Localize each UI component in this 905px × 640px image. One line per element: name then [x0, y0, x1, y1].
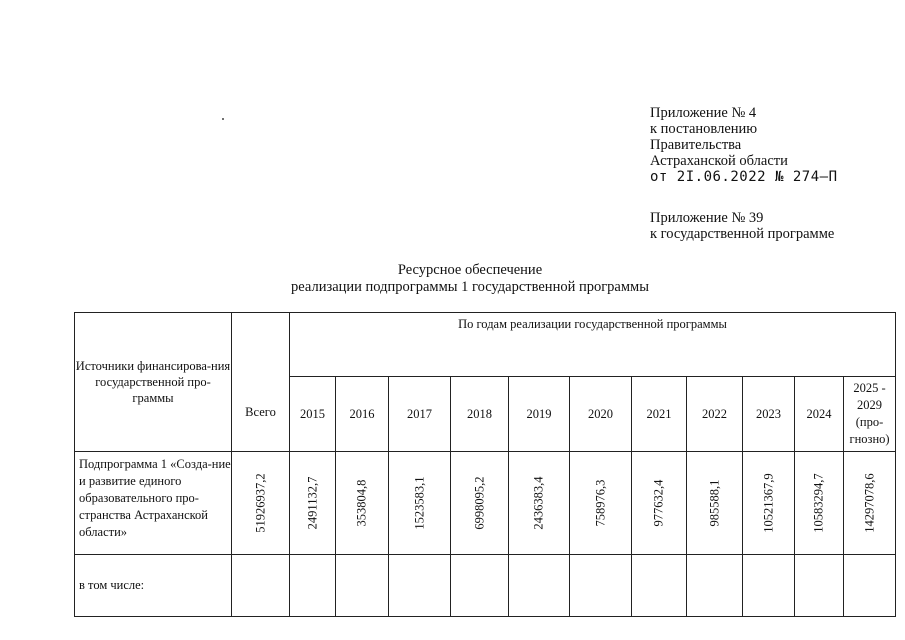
year-2018: 2018 [451, 377, 509, 452]
empty-cell [509, 555, 570, 617]
year-2021: 2021 [632, 377, 687, 452]
value-2017: 1523583,1 [412, 476, 426, 530]
value-2020: 758976,3 [593, 479, 607, 527]
value-2021: 977632,4 [651, 479, 666, 527]
empty-cell [795, 555, 844, 617]
empty-cell [743, 555, 795, 617]
value-cell [290, 452, 336, 555]
year-2015: 2015 [290, 377, 336, 452]
empty-cell [451, 555, 509, 617]
title-line-2: реализации подпрограммы 1 государственной программы [291, 279, 649, 295]
header-row-years [75, 313, 896, 377]
value-cell [336, 452, 389, 555]
header-source: Источники финансирова-ния государственной про-граммы [75, 313, 232, 452]
row-including [75, 555, 896, 617]
decree-date-number: от 2I.06.2022 № 274–П [650, 169, 838, 185]
year-2017: 2017 [389, 377, 451, 452]
resource-table [74, 312, 896, 617]
empty-cell [844, 555, 896, 617]
value-cell [743, 452, 795, 555]
header-total: Всего [245, 404, 276, 419]
year-2020: 2020 [570, 377, 632, 452]
empty-cell [290, 555, 336, 617]
value-cell [844, 452, 896, 555]
appendix-government: Правительства [650, 137, 742, 153]
value-2022: 985588,1 [707, 479, 721, 527]
value-2018: 6998095,2 [472, 476, 486, 530]
scan-speck [222, 118, 224, 120]
row-subprogram-1 [75, 452, 896, 555]
empty-cell [570, 555, 632, 617]
year-2022: 2022 [687, 377, 743, 452]
subprogram-label: Подпрограмма 1 «Созда-ние и развитие единого образовательного про-странства Астраханской области» [75, 452, 232, 555]
empty-cell [632, 555, 687, 617]
subprogram-total-cell [232, 452, 290, 555]
value-2015: 2491132,7 [305, 476, 319, 530]
value-cell [570, 452, 632, 555]
value-cell [795, 452, 844, 555]
value-cell [687, 452, 743, 555]
appendix-number: Приложение № 4 [650, 105, 757, 121]
value-2024: 10583294,7 [811, 473, 826, 533]
year-2019: 2019 [509, 377, 570, 452]
subprogram-total: 51926937,2 [253, 473, 267, 533]
header-years: По годам реализации государственной программы [290, 313, 896, 377]
value-2023: 10521367,9 [761, 473, 775, 533]
value-cell [451, 452, 509, 555]
document-title [270, 262, 670, 296]
program-appendix-ref: к государственной программе [650, 226, 835, 242]
value-2016: 353804,8 [354, 479, 369, 527]
value-2019: 2436383,4 [531, 476, 546, 530]
empty-cell [336, 555, 389, 617]
value-cell [632, 452, 687, 555]
value-cell [389, 452, 451, 555]
value-2025-2029: 14297078,6 [862, 473, 876, 533]
value-cell [509, 452, 570, 555]
year-2016: 2016 [336, 377, 389, 452]
appendix-decree-block [650, 105, 838, 185]
appendix-program-block [650, 210, 834, 242]
header-total-cell [232, 313, 290, 452]
year-2024: 2024 [795, 377, 844, 452]
empty-cell [389, 555, 451, 617]
year-2025-2029: 2025 - 2029 (про-гнозно) [844, 377, 896, 452]
empty-cell [232, 555, 290, 617]
year-2023: 2023 [743, 377, 795, 452]
appendix-region: Астраханской области [650, 153, 788, 169]
empty-cell [687, 555, 743, 617]
title-line-1: Ресурсное обеспечение [397, 262, 543, 278]
program-appendix-number: Приложение № 39 [650, 210, 764, 226]
including-label: в том числе: [75, 555, 232, 617]
appendix-to-resolution: к постановлению [650, 121, 758, 137]
